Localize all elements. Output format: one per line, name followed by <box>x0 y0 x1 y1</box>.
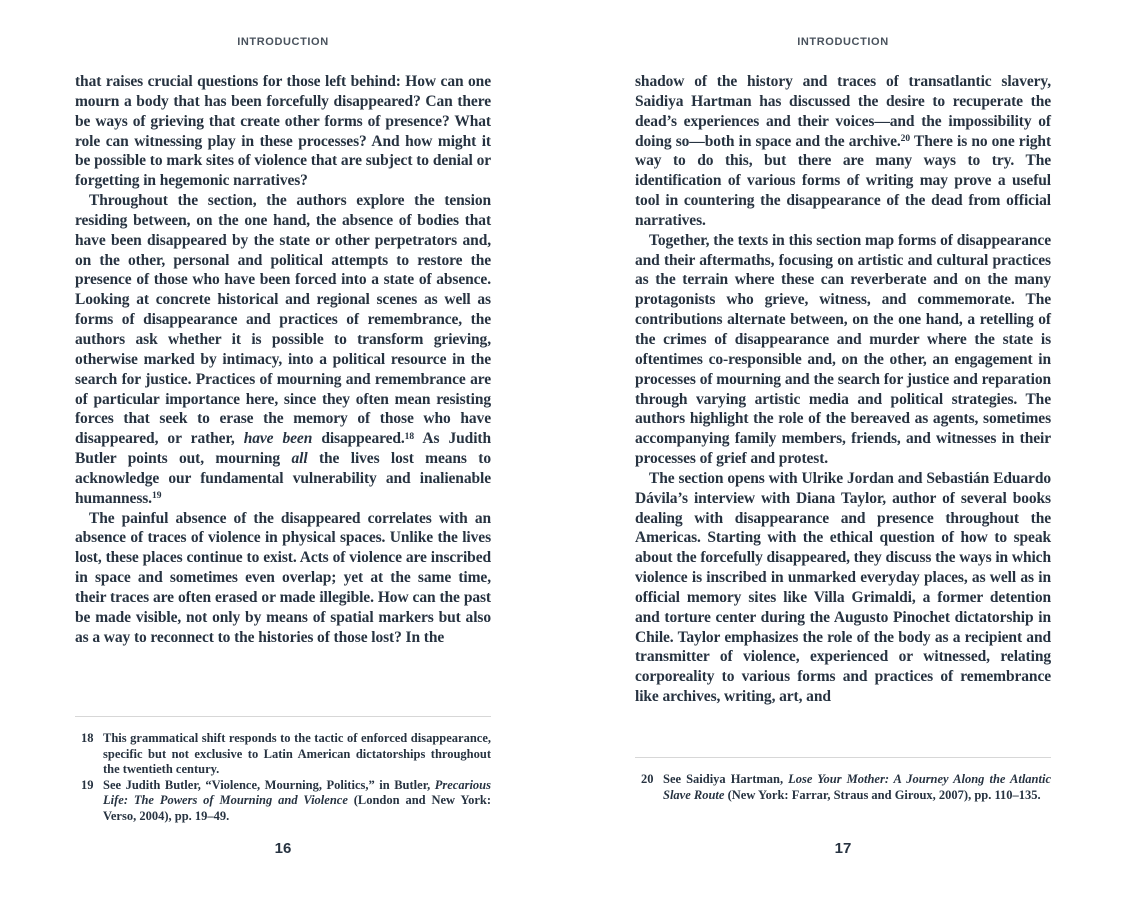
italic-text: Lose Your Mother: A Journey Along the Atlantic Slave Route <box>663 772 1051 802</box>
footnote-number: 19 <box>81 777 94 792</box>
paragraph <box>635 469 1051 707</box>
body-text <box>75 72 491 647</box>
footnote-number: 18 <box>81 731 94 745</box>
text-run: As Judith Butler points out, mourning <box>75 430 491 468</box>
text-run: shadow of the history and traces of transatlantic slavery, Saidiya Hartman has discussed the desire to recuperate the dead’s experiences and their voices—and the impossibility of doing so—both in space and the archive. <box>635 73 1051 150</box>
running-head: INTRODUCTION <box>237 36 329 48</box>
italic-text: Precarious Life: The Powers of Mourning and Violence <box>103 777 491 808</box>
page-right <box>635 0 1051 904</box>
footnote-ref: 18 <box>404 431 415 442</box>
footnote-number: 20 <box>641 772 654 786</box>
footnote <box>75 731 491 778</box>
footnotes <box>635 772 1051 803</box>
footnote <box>75 778 491 825</box>
text-run: that raises crucial questions for those left behind: How can one mourn a body that has been forcefully disappeared? Can there be ways of grieving that create other forms of presence? What role can witnessing play in these processes? And how might it be possible to mark sites of violence that are subject to denial or forgetting in hegemonic narratives? <box>75 73 491 190</box>
footnote-separator <box>635 757 1051 758</box>
text-run: This grammatical shift responds to the tactic of enforced disappearance, specific but not exclusive to Latin American dictatorships throughout the twentieth century. <box>103 731 491 777</box>
paragraph <box>635 231 1051 469</box>
text-run: The section opens with Ulrike Jordan and Sebastián Eduardo Dávila’s interview with Diana Taylor, author of several books dealing with disappearance and presence throughout the Americas. Starting with the ethical question of how to speak about the forcefully disappeared, they discuss the ways in which violence is inscribed in unmarked everyday places, as well as in official memory sites like Villa Grimaldi, a former detention and torture center during the Augusto Pinochet dictatorship in Chile. Taylor emphasizes the role of the body as a recipient and transmitter of violence, experienced or witnessed, relating corporeality to various forms and practices of remembrance like archives, writing, art, and <box>635 469 1051 706</box>
footnote-text <box>103 778 491 823</box>
text-run: See Judith Butler, “Violence, Mourning, Politics,” in Butler, <box>103 777 435 792</box>
italic-text: all <box>291 450 308 468</box>
paragraph <box>75 72 491 191</box>
text-run: There is no one right way to do this, but there are many ways to try. The identification of various forms of writing may prove a useful tool in countering the disappearance of the dead from official narratives. <box>635 132 1052 229</box>
text-run: (London and New York: Verso, 2004), pp. 19–49. <box>103 793 492 823</box>
body-text <box>635 72 1051 707</box>
paragraph <box>75 191 491 509</box>
text-run: disappeared. <box>312 430 405 448</box>
text-run: The painful absence of the disappeared correlates with an absence of traces of violence in physical spaces. Unlike the lives lost, these places continue to exist. Acts of violence are inscribed in space and sometimes even overlap; yet at the same time, their traces are often erased or made illegible. How can the past be made visible, not only by means of spatial markers but also as a way to reconnect to the histories of those lost? In the <box>75 509 491 646</box>
paragraph <box>75 509 491 648</box>
footnote <box>635 772 1051 803</box>
text-run: Throughout the section, the authors explore the tension residing between, on the one hand, the absence of bodies that have been disappeared by the state or other perpetrators and, on the other, personal and political attempts to restore the presence of those who have been forced into a state of absence. Looking at concrete historical and regional scenes as well as forms of disappearance and practices of remembrance, the authors ask whether it is possible to transform grieving, otherwise marked by intimacy, into a political resource in the search for justice. Practices of mourning and remembrance are of particular importance here, since they often mean resisting forces that seek to erase the memory of those who have disappeared, or rather, <box>75 192 491 448</box>
footnotes <box>75 731 491 825</box>
text-run: Together, the texts in this section map forms of disappearance and their aftermaths, focusing on artistic and cultural practices as the terrain where these can reverberate and on the many protagonists who grieve, witness, and commemorate. The contributions alternate between, on the one hand, a retelling of the crimes of disappearance and murder where the state is oftentimes co-responsible and, on the other, an engagement in processes of mourning and the search for justice and reparation through varying artistic media and political strategies. The authors highlight the role of the bereaved as agents, sometimes accompanying family members, friends, and witnesses in their processes of grief and protest. <box>635 231 1051 468</box>
footnote-ref: 20 <box>900 134 911 145</box>
text-run: the lives lost means to acknowledge our fundamental vulnerability and inalienable humanness. <box>75 450 491 507</box>
footnote-ref: 19 <box>151 491 162 502</box>
running-head: INTRODUCTION <box>797 36 889 48</box>
text-run: See Saidiya Hartman, <box>663 772 789 786</box>
italic-text: have been <box>243 430 313 448</box>
page-left <box>75 0 491 904</box>
page-number: 17 <box>834 840 852 857</box>
paragraph <box>635 72 1051 231</box>
text-run: (New York: Farrar, Straus and Giroux, 2007), pp. 110–135. <box>724 787 1041 802</box>
footnote-separator <box>75 716 491 717</box>
footnote-text <box>103 731 491 776</box>
footnote-text <box>663 772 1051 802</box>
page-number: 16 <box>274 840 292 857</box>
